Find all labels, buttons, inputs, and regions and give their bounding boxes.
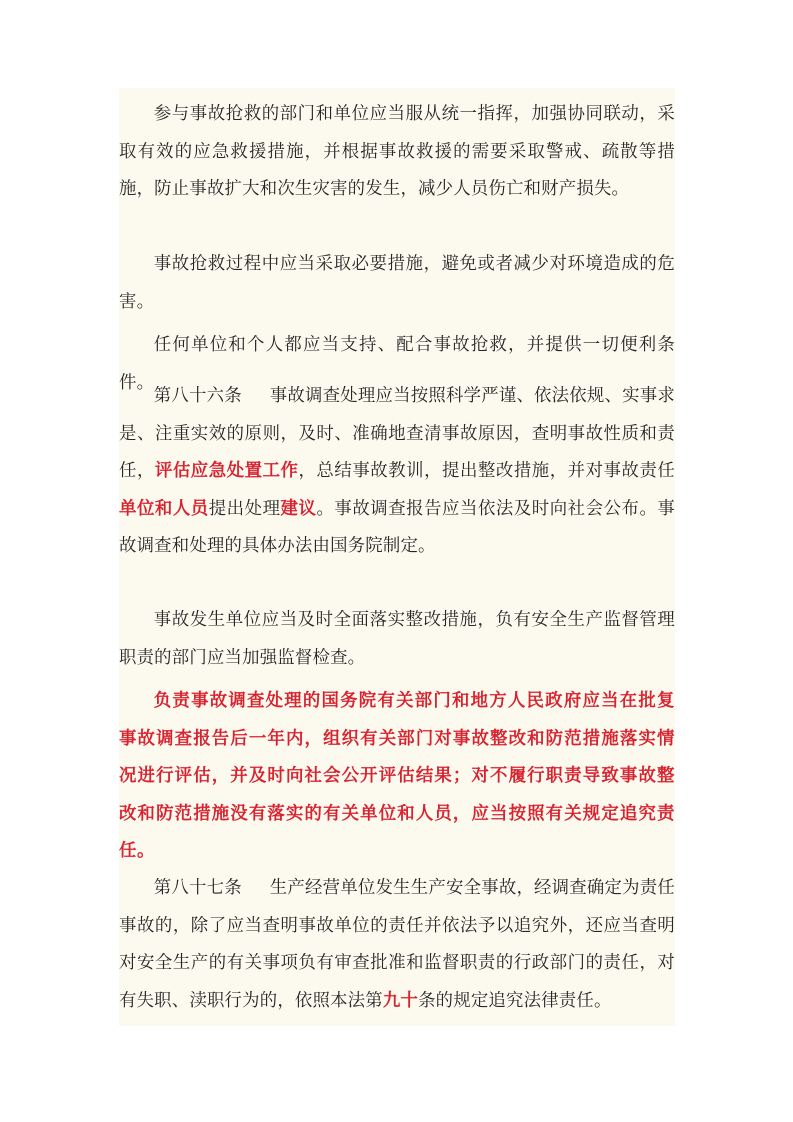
- paragraph-text: 提出处理: [208, 498, 281, 519]
- paragraph-text: 条的规定追究法律责任。: [418, 990, 612, 1011]
- article-number: 第八十七条: [153, 878, 242, 898]
- article-87-paragraph: [119, 870, 675, 1020]
- highlight-text: 建议: [280, 498, 317, 519]
- paragraph-text: 任何单位和个人都应当支持、配合事故抢救，并提供一切便利条件。: [119, 335, 675, 393]
- paragraph-text: 参与事故抢救的部门和单位应当服从统一指挥，加强协同联动，采取有效的应急救援措施，并根据事故救援的需要采取警戒、疏散等措施，防止事故扩大和次生灾害的发生，减少人员伤亡和财产损失。: [119, 104, 675, 199]
- paragraph-text: ，总结事故教训，提出整改措施，并对事故责任: [298, 461, 676, 481]
- paragraph-text: 事故调查处理应当按照科学严谨、依法依规、实事求是、注重实效的原则，及时、准确地查清事故原因，查明事故性质和责任，: [119, 386, 675, 481]
- paragraph-text: 事故发生单位应当及时全面落实整改措施，负有安全生产监督管理职责的部门应当加强监督检查。: [119, 610, 675, 668]
- paragraph-evaluation-highlight: [119, 683, 675, 871]
- highlight-text: 单位和人员: [119, 498, 209, 519]
- paragraph-text: 事故抢救过程中应当采取必要措施，避免或者减少对环境造成的危害。: [119, 254, 675, 312]
- paragraph-environment: [119, 246, 675, 321]
- document-page: [119, 88, 675, 1026]
- highlight-text: 九十: [382, 990, 419, 1011]
- paragraph-text: 生产经营单位发生生产安全事故，经调查确定为责任事故的，除了应当查明事故单位的责任并依法予以追究外，还应当查明对安全生产的有关事项负有审查批准和监督职责的行政部门的责任，对有失职、渎职行为的，依照本法第: [119, 878, 675, 1011]
- paragraph-rectification: [119, 602, 675, 677]
- article-86-paragraph: [119, 378, 675, 566]
- highlight-text: 评估应急处置工作: [154, 461, 299, 481]
- paragraph-text: 负责事故调查处理的国务院有关部门和地方人民政府应当在批复事故调查报告后一年内，组织有关部门对事故整改和防范措施落实情况进行评估，并及时向社会公开评估结果；对不履行职责导致事故整改和防范措施没有落实的有关单位和人员，应当按照有关规定追究责任。: [119, 691, 675, 861]
- paragraph-text: 。事故调查报告应当依法及时向社会公布。事故调查和处理的具体办法由国务院制定。: [119, 498, 675, 556]
- paragraph-rescue-coordination: [119, 96, 675, 209]
- article-number: 第八十六条: [153, 386, 242, 406]
